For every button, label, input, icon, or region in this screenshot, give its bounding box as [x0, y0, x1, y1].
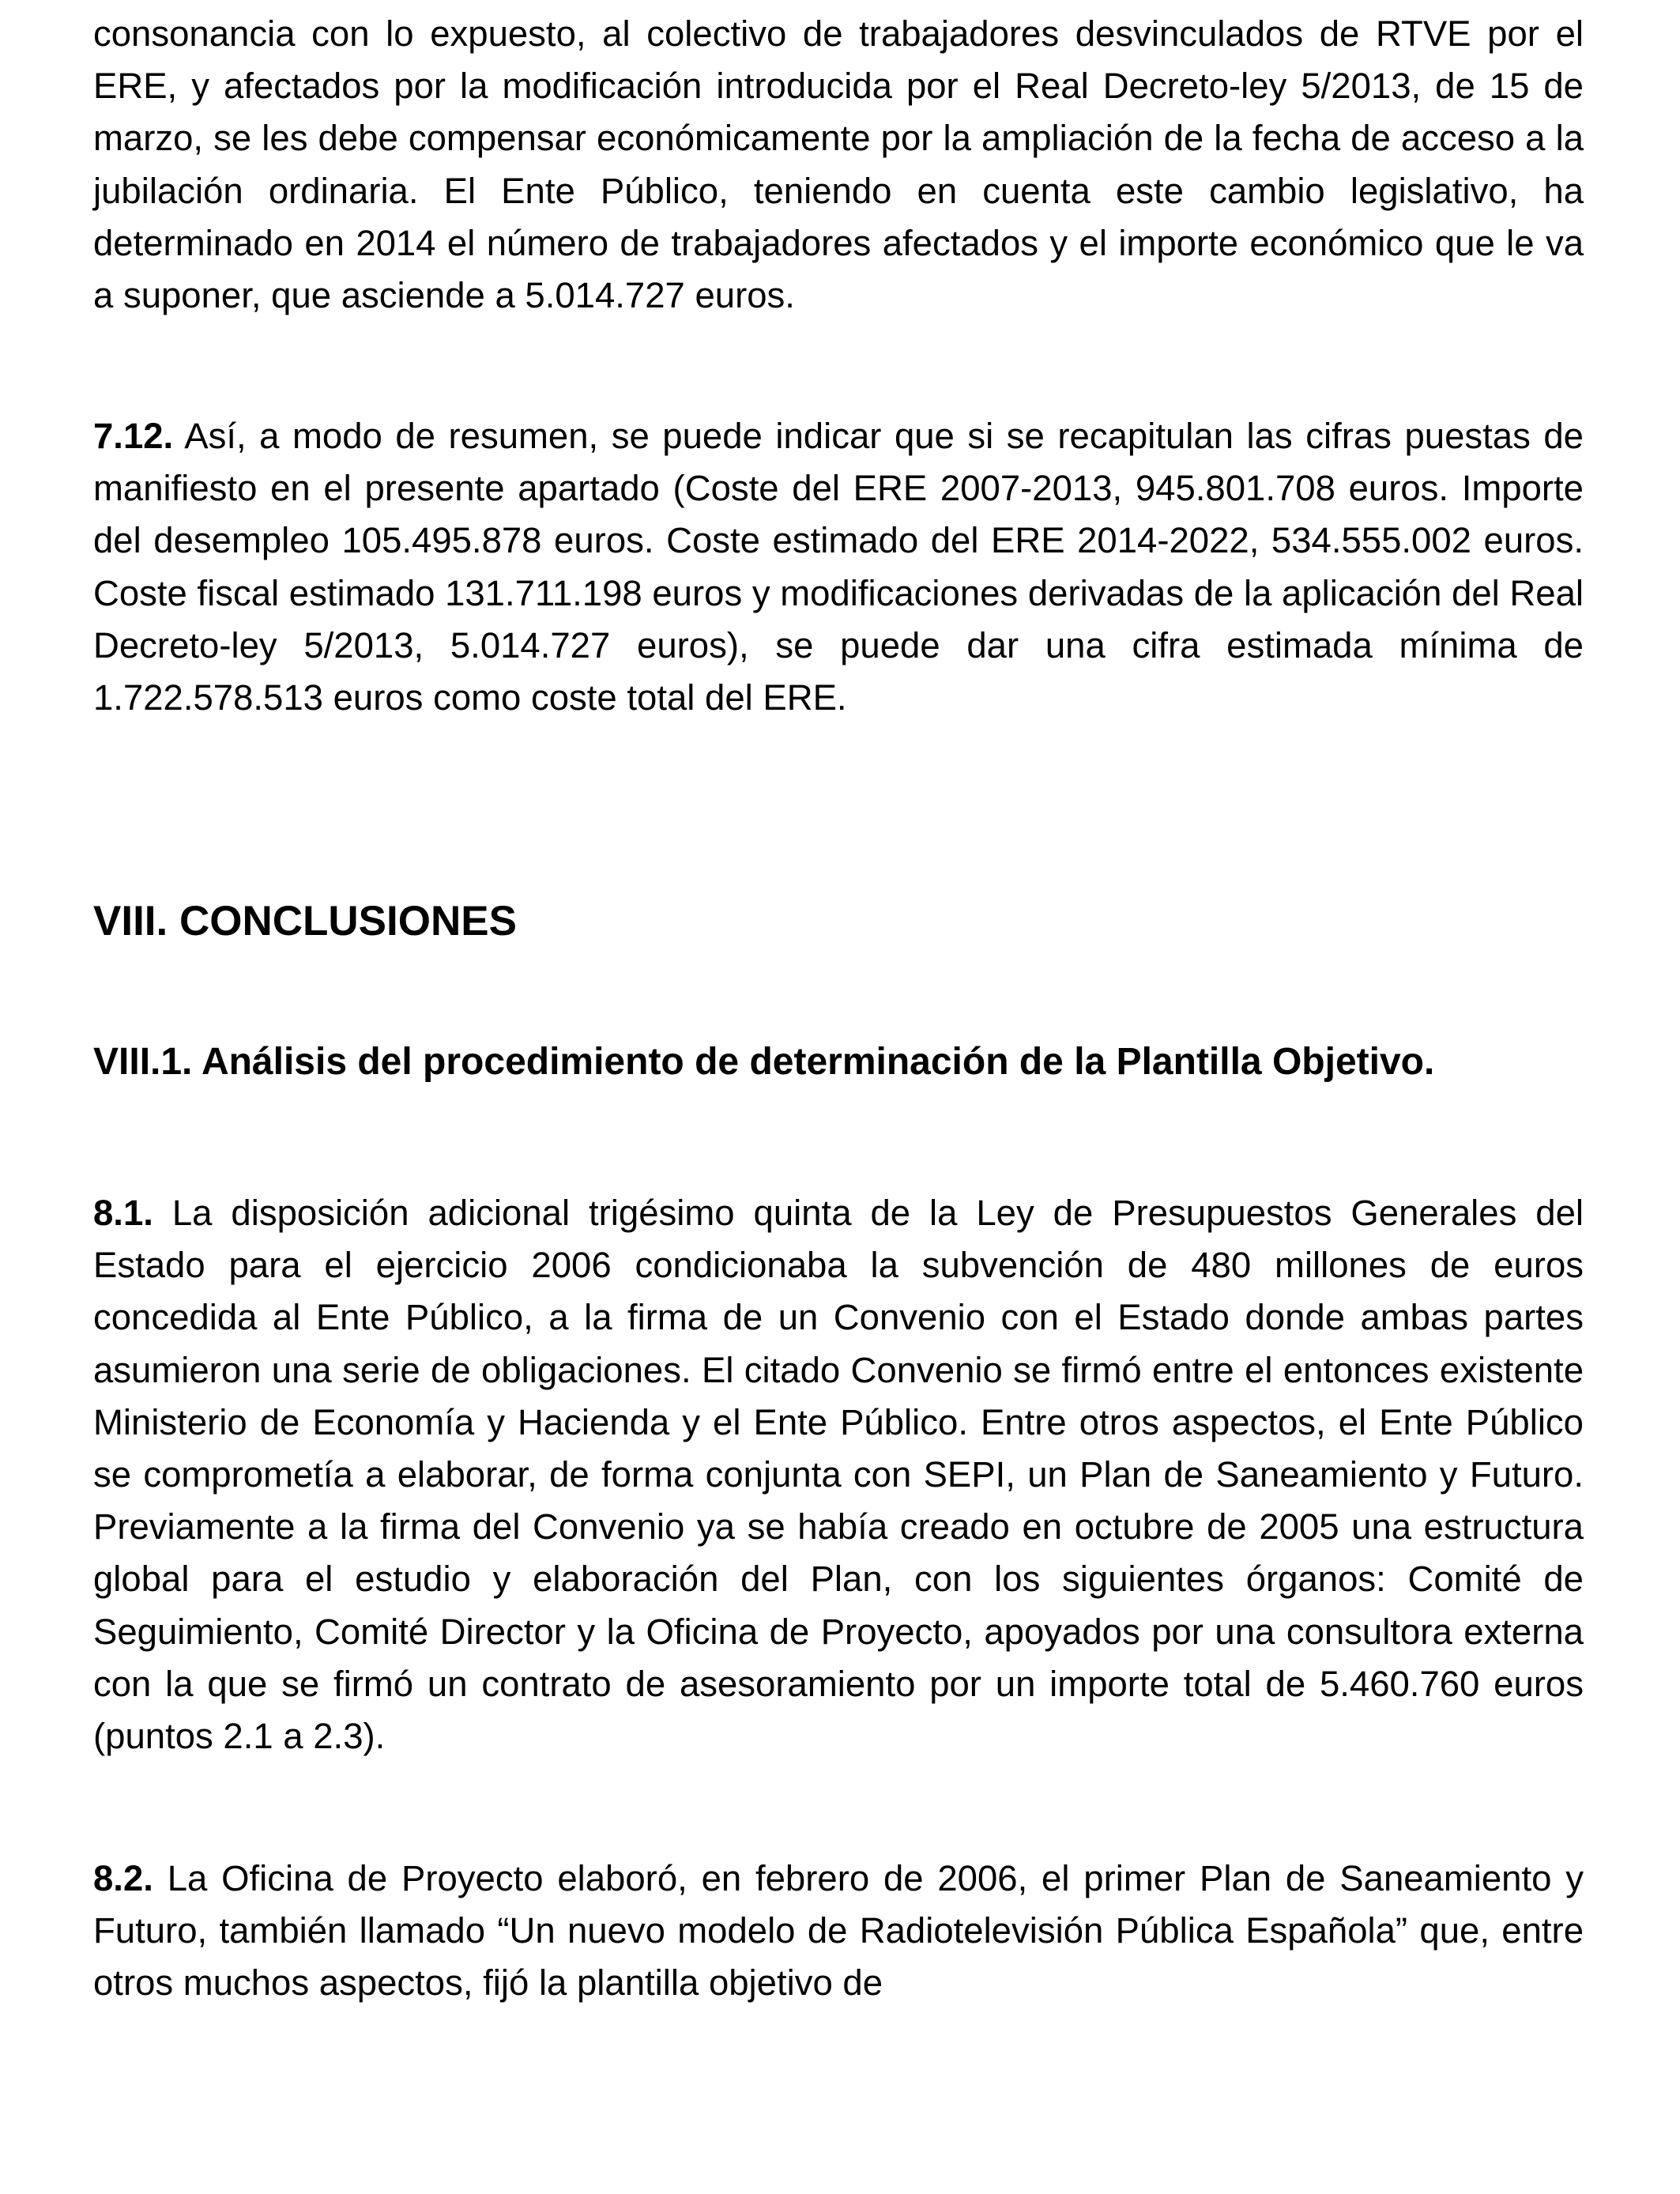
paragraph-8-2 [93, 1853, 1584, 2010]
section-heading: VIII. CONCLUSIONES [93, 898, 517, 944]
paragraph-text: La disposición adicional trigésimo quinta de la Ley de Presupuestos Generales del Estado para el ejercicio 2006 condicionaba la subvención de 480 millones de euros concedida al Ente Público, a la firma de un Convenio con el Estado donde ambas partes asumieron una serie de obligaciones. El citado Convenio se firmó entre el entonces existente Ministerio de Economía y Hacienda y el Ente Público. Entre otros aspectos, el Ente Público se comprometía a elaborar, de forma conjunta con SEPI, un Plan de Saneamiento y Futuro. Previamente a la firma del Convenio ya se había creado en octubre de 2005 una estructura global para el estudio y elaboración del Plan, con los siguientes órganos: Comité de Seguimiento, Comité Director y la Oficina de Proyecto, apoyados por una consultora externa con la que se firmó un contrato de asesoramiento por un importe total de 5.460.760 euros (puntos 2.1 a 2.3). [93, 1193, 1584, 1757]
paragraph-text: Así, a modo de resumen, se puede indicar que si se recapitulan las cifras puestas de manifiesto en el presente apartado (Coste del ERE 2007-2013, 945.801.708 euros. Importe del desempleo 105.495.878 euros. Coste estimado del ERE 2014-2022, 534.555.002 euros. Coste fiscal estimado 131.711.198 euros y modificaciones derivadas de la aplicación del Real Decreto-ley 5/2013, 5.014.727 euros), se puede dar una cifra estimada mínima de 1.722.578.513 euros como coste total del ERE. [93, 416, 1584, 718]
paragraph-number: 8.1. [93, 1193, 153, 1233]
subsection-heading: VIII.1. Análisis del procedimiento de determinación de la Plantilla Objetivo. [93, 1041, 1435, 1083]
paragraph-number: 8.2. [93, 1858, 153, 1898]
paragraph-8-1 [93, 1187, 1584, 1762]
paragraph-number: 7.12. [93, 416, 174, 456]
paragraph-text: consonancia con lo expuesto, al colectivo de trabajadores desvinculados de RTVE por el ERE, y afectados por la modificación introducida por el Real Decreto-ley 5/2013, de 15 de marzo, se les debe compensar económicamente por la ampliación de la fecha de acceso a la jubilación ordinaria. El Ente Público, teniendo en cuenta este cambio legislativo, ha determinado en 2014 el número de trabajadores afectados y el importe económico que le va a suponer, que asciende a 5.014.727 euros. [93, 13, 1584, 316]
paragraph-intro [93, 8, 1584, 322]
paragraph-7-12 [93, 410, 1584, 724]
paragraph-text: La Oficina de Proyecto elaboró, en febrero de 2006, el primer Plan de Saneamiento y Futuro, también llamado “Un nuevo modelo de Radiotelevisión Pública Española” que, entre otros muchos aspectos, fijó la plantilla objetivo de [93, 1858, 1584, 2004]
